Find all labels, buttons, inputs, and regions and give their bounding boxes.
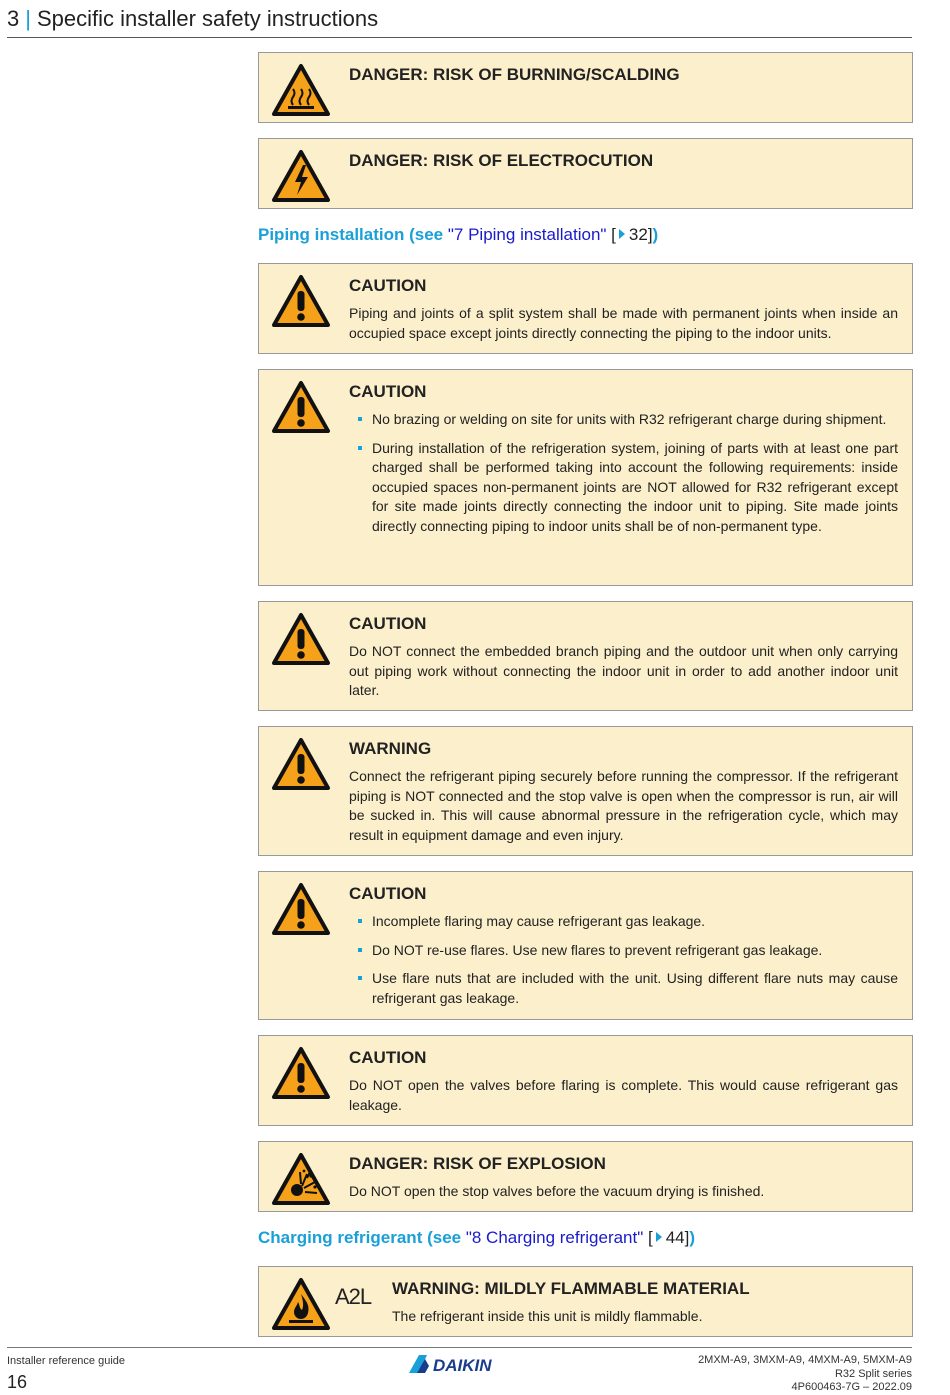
box-title: DANGER: RISK OF ELECTROCUTION <box>349 151 654 170</box>
exclamation-warning-icon <box>271 1046 331 1100</box>
page-number: 16 <box>7 1372 28 1392</box>
explosion-warning-icon <box>271 1152 331 1206</box>
box-title: CAUTION <box>349 614 427 633</box>
hot-surface-warning-icon <box>271 63 331 117</box>
page-footer <box>7 1347 912 1395</box>
caution-box <box>258 1035 913 1126</box>
box-title: CAUTION <box>349 276 427 295</box>
piping-installation-link[interactable]: "7 Piping installation" <box>447 225 607 244</box>
series-name: R32 Split series <box>834 1367 912 1380</box>
box-text: The refrigerant inside this unit is mildly flammable. <box>392 1308 703 1324</box>
box-text: Do NOT open the valves before flaring is complete. This would cause refrigerant gas leakage. <box>349 1077 898 1113</box>
exclamation-warning-icon <box>271 274 331 328</box>
page-ref-arrow-icon <box>656 1232 662 1242</box>
box-title: CAUTION <box>349 1048 427 1067</box>
page-header <box>7 5 912 38</box>
exclamation-warning-icon <box>271 882 331 936</box>
charging-section-heading: Charging refrigerant (see "8 Charging refrigerant" [ 44]) <box>258 1228 696 1247</box>
bullet-icon <box>358 948 362 952</box>
caution-box <box>258 601 913 711</box>
safety-content <box>258 52 913 1352</box>
page-ref[interactable]: 32 <box>628 225 648 244</box>
piping-section-heading: Piping installation (see "7 Piping installation" [ 32]) <box>258 225 659 244</box>
daikin-logo <box>409 1354 513 1374</box>
bullet-icon <box>358 919 362 923</box>
warning-box <box>258 726 913 856</box>
box-title: CAUTION <box>349 884 427 903</box>
bullet-icon <box>358 446 362 450</box>
charging-refrigerant-link[interactable]: "8 Charging refrigerant" <box>465 1228 644 1247</box>
exclamation-warning-icon <box>271 612 331 666</box>
page-ref-arrow-icon <box>619 229 625 239</box>
list-item: During installation of the refrigeration system, joining of parts with at least one part charged shall be performed taking into account the following requirements: inside occupied spaces non-permanent joints are NOT allowed for R32 refrigerant except for site made joints directly connecting the indoor unit to piping. Site made joints directly connecting piping to indoor units shall be of non-permanent type. <box>349 439 898 537</box>
electric-shock-warning-icon <box>271 149 331 203</box>
list-item: Do NOT re-use flares. Use new flares to prevent refrigerant gas leakage. <box>349 941 898 961</box>
box-title: WARNING <box>349 739 432 758</box>
box-title: WARNING: MILDLY FLAMMABLE MATERIAL <box>392 1279 750 1298</box>
exclamation-warning-icon <box>271 737 331 791</box>
document-code: 4P600463-7G – 2022.09 <box>791 1381 912 1393</box>
danger-electrocution-box <box>258 138 913 209</box>
box-title: DANGER: RISK OF BURNING/SCALDING <box>349 65 680 84</box>
exclamation-warning-icon <box>271 380 331 434</box>
danger-burning-box <box>258 52 913 123</box>
box-title: DANGER: RISK OF EXPLOSION <box>349 1154 606 1173</box>
flammable-warning-icon <box>271 1277 331 1331</box>
caution-list <box>349 410 898 536</box>
caution-box <box>258 871 913 1020</box>
caution-box <box>258 263 913 354</box>
caution-list <box>349 912 898 1008</box>
caution-box <box>258 369 913 586</box>
bullet-icon <box>358 976 362 980</box>
box-text: Do NOT connect the embedded branch piping and the outdoor unit when only carrying out piping work without connecting the indoor unit in order to add another indoor unit later. <box>349 643 898 698</box>
box-text: Connect the refrigerant piping securely before running the compressor. If the refrigerant piping is NOT connected and the stop valve is open when the compressor is run, air will be sucked in. This will cause abnormal pressure in the refrigeration cycle, which may result in equipment damage and even injury. <box>349 768 898 843</box>
box-title: CAUTION <box>349 382 427 401</box>
bullet-icon <box>358 417 362 421</box>
list-item: No brazing or welding on site for units with R32 refrigerant charge during shipment. <box>349 410 898 430</box>
danger-explosion-box <box>258 1141 913 1212</box>
document-info <box>698 1354 912 1395</box>
header-separator: | <box>25 6 31 31</box>
guide-name: Installer reference guide <box>7 1355 126 1367</box>
brand-name: DAIKIN <box>433 1356 492 1374</box>
list-item: Incomplete flaring may cause refrigerant gas leakage. <box>349 912 898 932</box>
warning-flammable-box <box>258 1266 913 1337</box>
chapter-number: 3 <box>7 6 20 31</box>
box-text: Do NOT open the stop valves before the vacuum drying is finished. <box>349 1183 765 1199</box>
model-list: 2MXM-A9, 3MXM-A9, 4MXM-A9, 5MXM-A9 <box>698 1354 912 1366</box>
a2l-badge: A2L <box>335 1284 372 1309</box>
page-ref[interactable]: 44 <box>665 1228 685 1247</box>
chapter-title: Specific installer safety instructions <box>36 6 379 31</box>
box-text: Piping and joints of a split system shall be made with permanent joints when inside an occupied space except joints directly connecting the piping to the indoor units. <box>349 305 898 341</box>
list-item: Use flare nuts that are included with the unit. Using different flare nuts may cause refrigerant gas leakage. <box>349 969 898 1008</box>
